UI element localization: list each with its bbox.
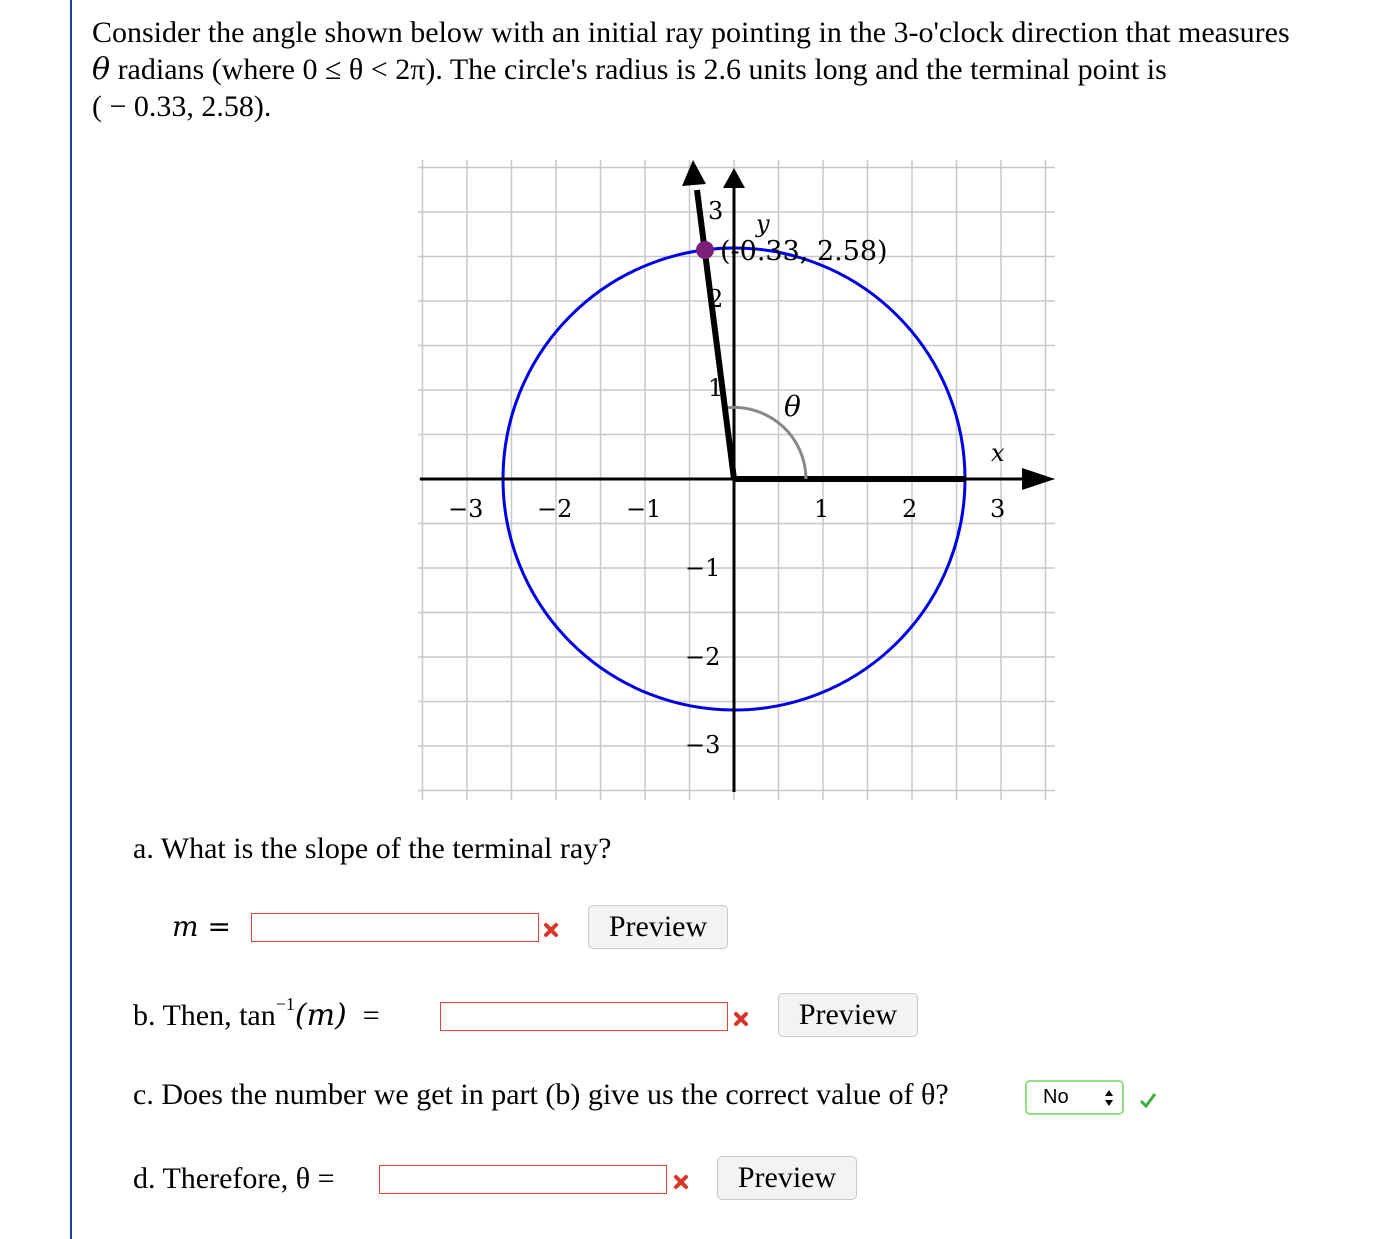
arctan-input[interactable] [440,1002,728,1031]
x-tick-label: −2 [537,495,573,523]
angle-label: θ [784,390,801,423]
question-b-superscript: −1 [275,994,295,1014]
x-tick-label: 3 [990,495,1006,523]
answer-select[interactable] [1025,1080,1124,1115]
y-tick-label: 2 [708,285,724,313]
slope-label: m = [172,910,231,943]
problem-line-2-text: radians (where 0 ≤ θ < 2π). The circle's radius is 2.6 units long and the terminal point is [110,53,1167,86]
question-a: a. What is the slope of the terminal ray? [133,832,612,865]
correct-icon [1138,1090,1158,1110]
select-arrows-icon [1104,1088,1114,1108]
y-tick-label: −3 [685,731,721,759]
theta-input[interactable] [379,1165,667,1194]
x-tick-label: −1 [626,495,662,523]
point-label: (-0.33, 2.58) [720,236,888,267]
preview-button-d[interactable]: Preview [717,1156,857,1200]
x-tick-label: −3 [448,495,484,523]
question-b-prefix: b. Then, tan [133,999,276,1032]
incorrect-icon [543,922,559,938]
y-axis-label: y [756,210,770,238]
x-tick-label: 1 [814,495,830,523]
terminal-ray-arrow [682,160,706,186]
y-tick-label: −1 [685,554,721,582]
question-d: d. Therefore, θ = [133,1162,335,1195]
incorrect-icon [733,1011,749,1027]
y-tick-label: −2 [685,643,721,671]
x-tick-label: 2 [902,495,918,523]
terminal-ray [697,190,734,479]
x-axis-label: x [991,439,1005,467]
preview-button-b[interactable]: Preview [778,993,918,1037]
y-axis-arrow [723,168,745,188]
slope-input[interactable] [251,913,539,942]
question-b [133,994,380,1033]
problem-statement [92,14,1377,125]
unit-circle-graph [400,150,1070,810]
question-b-equals: = [362,999,380,1032]
y-tick-label: 3 [708,197,724,225]
theta-symbol: θ [92,52,111,87]
x-axis-arrow [1022,468,1055,490]
y-tick-label: 1 [708,374,724,402]
incorrect-icon [673,1174,689,1190]
problem-line-3: ( − 0.33, 2.58). [92,90,272,123]
left-border [70,0,72,1239]
question-c: c. Does the number we get in part (b) give us the correct value of θ? [133,1078,949,1111]
problem-line-1: Consider the angle shown below with an initial ray pointing in the 3-o'clock direction that measures [92,16,1290,49]
preview-button-a[interactable]: Preview [588,905,728,949]
question-b-argument: (m) [294,998,347,1033]
answer-select-value: No [1043,1086,1069,1108]
problem-line-2 [92,51,1377,88]
terminal-point [696,241,714,259]
